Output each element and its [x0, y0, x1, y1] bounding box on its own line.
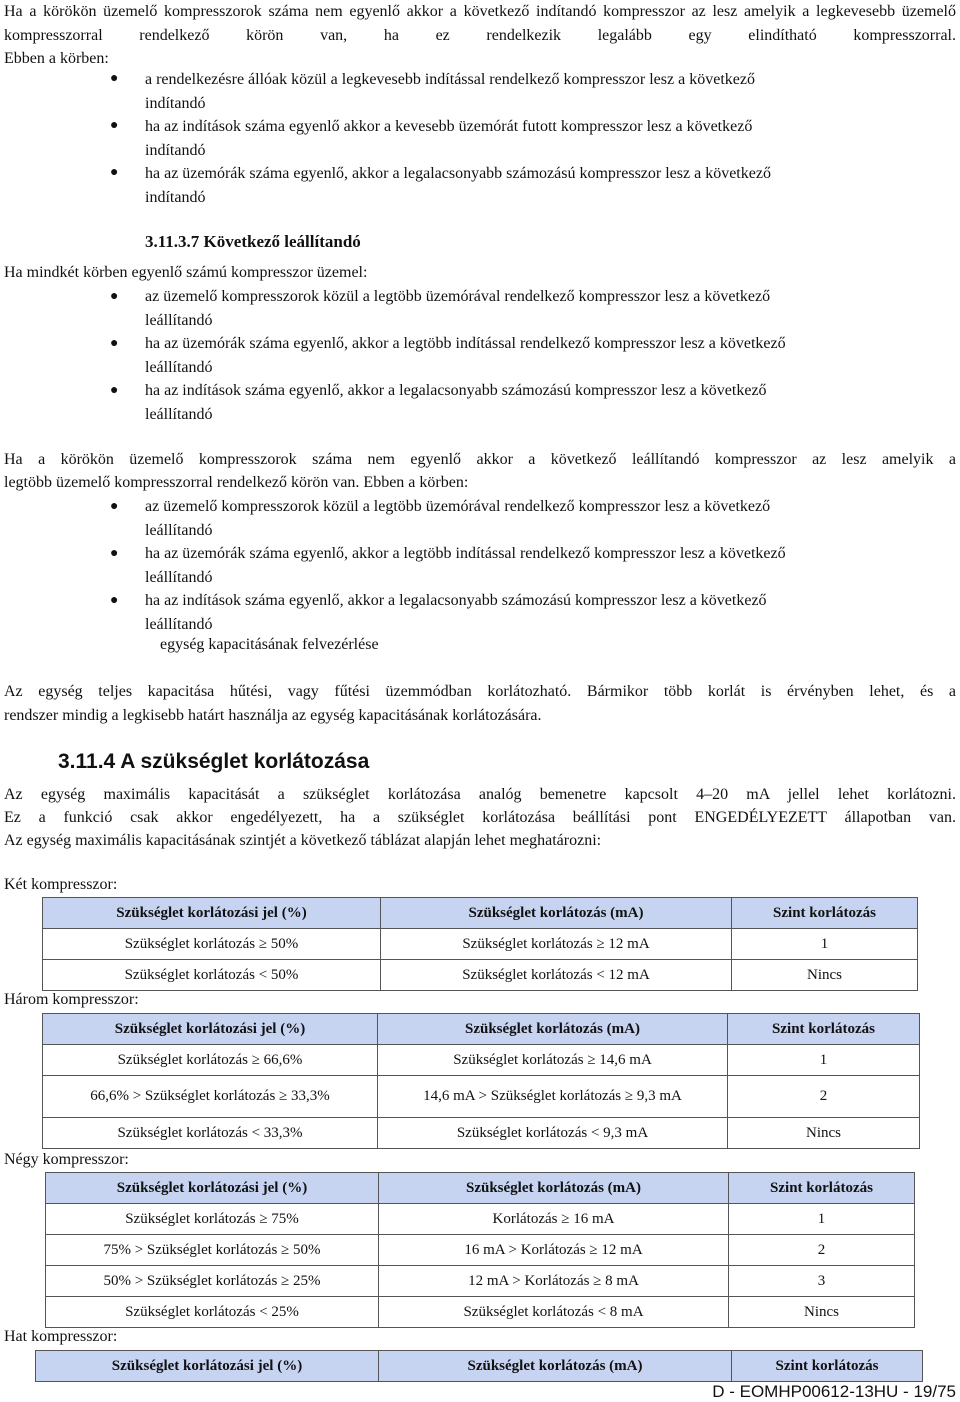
column-header: Szint korlátozás [732, 1351, 923, 1382]
table-row [43, 929, 918, 960]
table-two-compressors [42, 897, 918, 991]
table-row [43, 1076, 920, 1118]
table-cell: Szükséglet korlátozás ≥ 66,6% [43, 1045, 378, 1076]
table-cell: 66,6% > Szükséglet korlátozás ≥ 33,3% [43, 1076, 378, 1118]
table-cell: Szükséglet korlátozás ≥ 14,6 mA [378, 1045, 728, 1076]
table-cell: 50% > Szükséglet korlátozás ≥ 25% [46, 1266, 379, 1297]
table-header-row [43, 1014, 920, 1045]
intro-paragraph-tail: Ebben a körben: [4, 50, 109, 67]
demand-paragraph-line1: Az egység maximális kapacitását a szükséglet korlátozása analóg bemenetre kapcsolt 4–20 mA jellel lehet korlátozni. [4, 786, 956, 803]
table-three-compressors [42, 1013, 920, 1149]
bullet-icon: ● [110, 593, 119, 608]
table-cell: Szükséglet korlátozás < 25% [46, 1297, 379, 1328]
table-cell: Szükséglet korlátozás ≥ 50% [43, 929, 381, 960]
table-label-four: Négy kompresszor: [4, 1151, 129, 1168]
table-cell: 1 [728, 1045, 920, 1076]
column-header: Szükséglet korlátozási jel (%) [43, 1014, 378, 1045]
table-cell: 75% > Szükséglet korlátozás ≥ 50% [46, 1235, 379, 1266]
table-header-row [36, 1351, 923, 1382]
table-header-row [46, 1173, 915, 1204]
bullet-text: ha az indítások száma egyenlő, akkor a legalacsonyabb számozású kompresszor lesz a következő [145, 382, 767, 399]
bullet-text-cont: indítandó [145, 141, 206, 159]
bullet-text: az üzemelő kompresszorok közül a legtöbb üzemórával rendelkező kompresszor lesz a következő [145, 498, 771, 515]
section-heading-3-11-3-7: 3.11.3.7 Következő leállítandó [145, 232, 361, 251]
table-cell: Szükséglet korlátozás < 50% [43, 960, 381, 991]
bullet-icon: ● [110, 499, 119, 514]
column-header: Szükséglet korlátozás (mA) [381, 898, 732, 929]
table-cell: Nincs [728, 1118, 920, 1149]
column-header: Szint korlátozás [728, 1014, 920, 1045]
capacity-paragraph-line1: Az egység teljes kapacitása hűtési, vagy fűtési üzemmódban korlátozható. Bármikor több korlát is érvényben lehet, és a [4, 683, 956, 700]
table-row [43, 1045, 920, 1076]
table-row [46, 1266, 915, 1297]
page-footer: D - EOMHP00612-13HU - 19/75 [712, 1382, 956, 1401]
table-cell: Szükséglet korlátozás < 33,3% [43, 1118, 378, 1149]
bullet-icon: ● [110, 336, 119, 351]
section-heading-3-11-4: 3.11.4 A szükséglet korlátozása [58, 750, 370, 773]
table-cell: Szükséglet korlátozás ≥ 12 mA [381, 929, 732, 960]
table-label-six: Hat kompresszor: [4, 1328, 118, 1345]
bullet-icon: ● [110, 289, 119, 304]
bullet-text-cont: leállítandó [145, 405, 213, 423]
table-cell: 16 mA > Korlátozás ≥ 12 mA [379, 1235, 729, 1266]
bullet-text-cont: leállítandó [145, 521, 213, 539]
table-row [46, 1297, 915, 1328]
bullet-text-cont: leállítandó [145, 615, 213, 633]
table-four-compressors [45, 1172, 915, 1328]
section-lead: Ha mindkét körben egyenlő számú kompresszor üzemel: [4, 264, 368, 281]
stop-paragraph-line1: Ha a körökön üzemelő kompresszorok száma nem egyenlő akkor a következő leállítandó kompresszor az lesz amelyik a [4, 451, 956, 468]
table-cell: Nincs [732, 960, 918, 991]
table-cell: 1 [732, 929, 918, 960]
table-label-two: Két kompresszor: [4, 876, 118, 893]
bullet-icon: ● [110, 165, 119, 180]
table-cell: 14,6 mA > Szükséglet korlátozás ≥ 9,3 mA [378, 1076, 728, 1118]
table-row [46, 1235, 915, 1266]
bullet-text-cont: indítandó [145, 188, 206, 206]
table-cell: 2 [729, 1235, 915, 1266]
column-header: Szükséglet korlátozás (mA) [379, 1351, 732, 1382]
table-cell: Szükséglet korlátozás < 8 mA [379, 1297, 729, 1328]
table-cell: Nincs [729, 1297, 915, 1328]
column-header: Szint korlátozás [732, 898, 918, 929]
bullet-text: ha az üzemórák száma egyenlő, akkor a legtöbb indítással rendelkező kompresszor lesz a következő [145, 545, 786, 562]
table-cell: Szükséglet korlátozás < 9,3 mA [378, 1118, 728, 1149]
column-header: Szükséglet korlátozás (mA) [378, 1014, 728, 1045]
indented-subheading: egység kapacitásának felvezérlése [160, 636, 379, 653]
table-row [43, 1118, 920, 1149]
table-label-three: Három kompresszor: [4, 991, 139, 1008]
column-header: Szint korlátozás [729, 1173, 915, 1204]
table-cell: Szükséglet korlátozás < 12 mA [381, 960, 732, 991]
bullet-text: ha az indítások száma egyenlő akkor a kevesebb üzemórát futott kompresszor lesz a következő [145, 118, 753, 135]
bullet-text: ha az üzemórák száma egyenlő, akkor a legalacsonyabb számozású kompresszor lesz a következő [145, 165, 771, 182]
table-cell: Szükséglet korlátozás ≥ 75% [46, 1204, 379, 1235]
bullet-icon: ● [110, 546, 119, 561]
column-header: Szükséglet korlátozás (mA) [379, 1173, 729, 1204]
bullet-text-cont: leállítandó [145, 311, 213, 329]
table-cell: 12 mA > Korlátozás ≥ 8 mA [379, 1266, 729, 1297]
bullet-icon: ● [110, 71, 119, 86]
table-six-compressors [35, 1350, 923, 1382]
bullet-text-cont: indítandó [145, 94, 206, 112]
bullet-text: ha az üzemórák száma egyenlő, akkor a legtöbb indítással rendelkező kompresszor lesz a következő [145, 335, 786, 352]
bullet-text-cont: leállítandó [145, 568, 213, 586]
intro-paragraph: Ha a körökön üzemelő kompresszorok száma nem egyenlő akkor a következő indítandó kompresszor az lesz amelyik a legkevesebb üzemelő kompresszorral rendelkező körön van, ha ez rendelkezik legalább egy elindítható kompresszorral. [4, 3, 956, 44]
capacity-paragraph-line2: rendszer mindig a legkisebb határt használja az egység kapacitásának korlátozására. [4, 707, 542, 724]
table-header-row [43, 898, 918, 929]
table-row [46, 1204, 915, 1235]
bullet-text: ha az indítások száma egyenlő, akkor a legalacsonyabb számozású kompresszor lesz a következő [145, 592, 767, 609]
demand-paragraph-line2: Ez a funkció csak akkor engedélyezett, ha a szükséglet korlátozása beállítási pont ENGEDÉLYEZETT állapotban van. [4, 809, 956, 826]
stop-paragraph-line2: legtöbb üzemelő kompresszorral rendelkező körön van. Ebben a körben: [4, 474, 469, 491]
table-cell: 1 [729, 1204, 915, 1235]
bullet-icon: ● [110, 118, 119, 133]
table-cell: Korlátozás ≥ 16 mA [379, 1204, 729, 1235]
bullet-text: a rendelkezésre állóak közül a legkevesebb indítással rendelkező kompresszor lesz a következő [145, 71, 755, 88]
bullet-icon: ● [110, 383, 119, 398]
demand-paragraph-line3: Az egység maximális kapacitásának szintjét a következő táblázat alapján lehet meghatározni: [4, 832, 602, 849]
bullet-text: az üzemelő kompresszorok közül a legtöbb üzemórával rendelkező kompresszor lesz a következő [145, 288, 771, 305]
column-header: Szükséglet korlátozási jel (%) [46, 1173, 379, 1204]
column-header: Szükséglet korlátozási jel (%) [36, 1351, 379, 1382]
table-cell: 3 [729, 1266, 915, 1297]
table-row [43, 960, 918, 991]
column-header: Szükséglet korlátozási jel (%) [43, 898, 381, 929]
table-cell: 2 [728, 1076, 920, 1118]
bullet-text-cont: leállítandó [145, 358, 213, 376]
